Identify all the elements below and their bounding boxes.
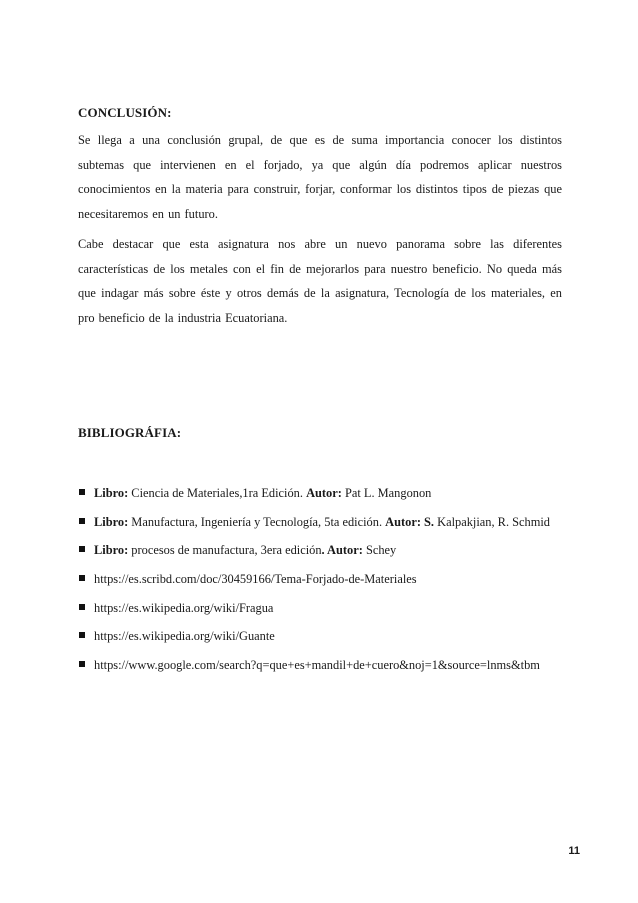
bibliography-link[interactable]: https://es.wikipedia.org/wiki/Fragua	[94, 600, 274, 615]
page-number: 11	[568, 845, 580, 857]
bibliography-book-item	[78, 485, 578, 514]
bibliography-book-item	[78, 542, 578, 571]
author-label: . Autor:	[321, 543, 363, 558]
conclusion-heading: CONCLUSIÓN:	[78, 105, 172, 120]
bibliography-link[interactable]: https://www.google.com/search?q=que+es+mandil+de+cuero&noj=1&source=lnms&tbm	[94, 658, 540, 673]
author-text: Kalpakjian, R. Schmid	[434, 514, 551, 529]
conclusion-paragraph-2: Cabe destacar que esta asignatura nos abre un nuevo panorama sobre las diferentes características de los metales con el fin de mejorarlos para nuestro beneficio. No queda más que indagar más sobre éste y otros demás de la asignatura, Tecnología de los materiales, en pro beneficio de la industria Ecuatoriana.	[78, 237, 562, 325]
book-text: procesos de manufactura, 3era edición	[128, 543, 322, 558]
bibliography-link-item	[78, 600, 578, 629]
book-text: Manufactura, Ingeniería y Tecnología, 5ta edición.	[128, 514, 386, 529]
square-bullet-icon	[79, 661, 85, 667]
bibliography-heading: BIBLIOGRÁFIA:	[78, 425, 182, 440]
bibliography-book-item	[78, 514, 578, 543]
square-bullet-icon	[79, 604, 85, 610]
square-bullet-icon	[79, 575, 85, 581]
bibliography-link[interactable]: https://es.scribd.com/doc/30459166/Tema-Forjado-de-Materiales	[94, 572, 417, 587]
square-bullet-icon	[79, 632, 85, 638]
bibliography-link-item	[78, 657, 578, 686]
square-bullet-icon	[79, 546, 85, 552]
author-label: Autor: S.	[385, 514, 435, 529]
bibliography-link-item	[78, 628, 578, 657]
author-text: Pat L. Mangonon	[341, 486, 432, 500]
book-label: Libro:	[94, 514, 129, 529]
bibliography-link-item	[78, 571, 578, 600]
book-label: Libro:	[94, 543, 129, 558]
square-bullet-icon	[79, 489, 85, 495]
book-text: Ciencia de Materiales,1ra Edición.	[128, 486, 307, 500]
square-bullet-icon	[79, 518, 85, 524]
bibliography-link[interactable]: https://es.wikipedia.org/wiki/Guante	[94, 629, 275, 644]
author-label: Autor:	[306, 486, 342, 500]
bibliography-list	[78, 485, 578, 686]
book-label: Libro:	[94, 486, 129, 500]
conclusion-paragraph-1: Se llega a una conclusión grupal, de que es de suma importancia conocer los distintos subtemas que intervienen en el forjado, ya que algún día podremos aplicar nuestros conocimientos en la materia para construir, forjar, conformar los distintos tipos de piezas que necesitaremos en un futuro.	[78, 133, 562, 221]
author-text: Schey	[362, 543, 397, 558]
